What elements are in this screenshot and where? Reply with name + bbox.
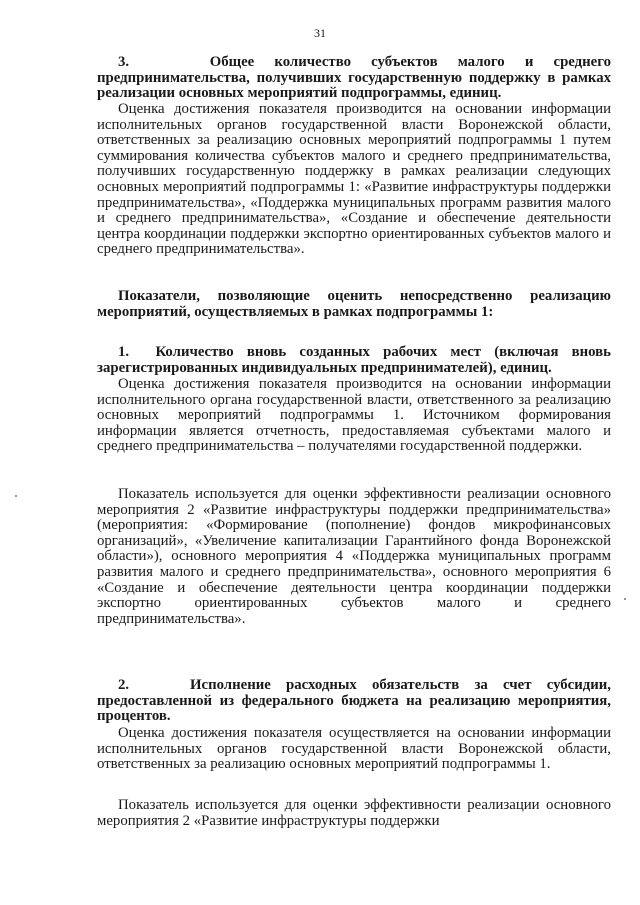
scan-speck	[15, 495, 17, 497]
page-number: 31	[314, 26, 326, 40]
heading-indicator-3: 3. Общее количество субъектов малого и среднего предпринимательства, получивших государственную поддержку в рамках реализации основных мероприятий подпрограммы, единиц.	[97, 54, 611, 102]
paragraph-indicator-1-usage: Показатель используется для оценки эффективности реализации основного мероприятия 2 «Развитие инфраструктуры поддержки предпринимательства» (мероприятия: «Формирование (пополнение) фондов микрофинансовых организаций», «Увеличение капитализации Гарантийного фонда Воронежской области»), основного мероприятия 4 «Поддержка муниципальных программ развития малого и среднего предпринимательства», основного мероприятия 6 «Создание и обеспечение деятельности центра координации поддержки экспортно ориентированных субъектов малого и среднего предпринимательства».	[97, 486, 611, 627]
heading-indicator-1: 1. Количество вновь созданных рабочих мест (включая вновь зарегистрированных индивидуальных предпринимателей), единиц.	[97, 344, 611, 376]
paragraph-indicator-2-usage: Показатель используется для оценки эффективности реализации основного мероприятия 2 «Развитие инфраструктуры поддержки	[97, 797, 611, 829]
scan-speck	[624, 598, 626, 600]
paragraph-indicator-2-method: Оценка достижения показателя осуществляется на основании информации исполнительных органов государственной власти Воронежской области, ответственных за реализацию основных мероприятий подпрограммы 1.	[97, 725, 611, 773]
heading-indicators-subprogram: Показатели, позволяющие оценить непосредственно реализацию мероприятий, осуществляемых в рамках подпрограммы 1:	[97, 288, 611, 320]
paragraph-indicator-3-method: Оценка достижения показателя производится на основании информации исполнительных органов государственной власти Воронежской области, ответственных за реализацию основных мероприятий подпрограммы 1 путем суммирования количества субъектов малого и среднего предпринимательства, получивших государственную поддержку в рамках реализации следующих основных мероприятий подпрограммы 1: «Развитие инфраструктуры поддержки предпринимательства», «Поддержка муниципальных программ развития малого и среднего предпринимательства», «Создание и обеспечение деятельности центра координации поддержки экспортно ориентированных субъектов малого и среднего предпринимательства».	[97, 101, 611, 258]
paragraph-indicator-1-method: Оценка достижения показателя производится на основании информации исполнительного органа государственной власти, ответственного за реализацию основных мероприятий подпрограммы 1. Источником формирования информации является отчетность, предоставляемая субъектами малого и среднего предпринимательства – получателями государственной поддержки.	[97, 376, 611, 455]
heading-indicator-2: 2. Исполнение расходных обязательств за счет субсидии, предоставленной из федерального бюджета на реализацию мероприятия, процентов.	[97, 677, 611, 725]
